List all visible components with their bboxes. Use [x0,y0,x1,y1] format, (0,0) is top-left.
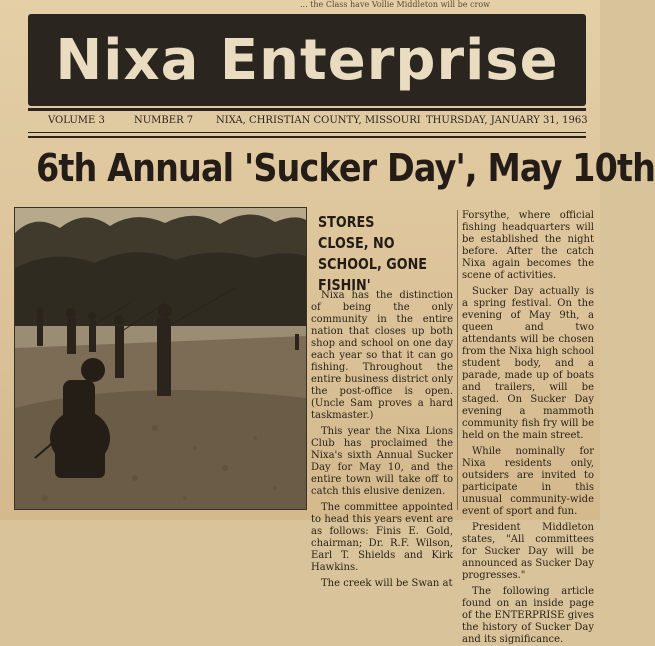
article-column-middle [311,290,453,589]
article-paragraph: The creek will be Swan at [321,578,453,589]
masthead [28,14,586,106]
article-paragraph: President Middleton states, "All committees for Sucker Day will be announced as Sucker Day progresses." [462,522,594,581]
article-paragraph: This year the Nixa Lions Club has proclaimed the Nixa's sixth Annual Sucker Day for May 10, and the entire town will take off to catch this elusive denizen. [311,426,453,497]
article-paragraph: While nominally for Nixa residents only, outsiders are invited to participate in this unusual community-wide event of sport and fun. [462,446,594,517]
rule-top [28,108,586,111]
fishing-photo-illustration [15,208,306,509]
article-column-right [462,210,594,645]
number-label: NUMBER 7 [134,115,194,126]
fishing-photo [14,207,307,510]
article-paragraph: The committee appointed to head this years event are as follows: Finis E. Gold, chairman; Dr. R.F. Wilson, Earl T. Shields and Kirk Hawkins. [311,502,453,573]
subhead: STORES CLOSE, NO SCHOOL, GONE FISHIN' [318,213,427,294]
column-divider [457,210,458,510]
article-paragraph: The following article found on an inside page of the ENTERPRISE gives the history of Sucker Day and its significance. [462,586,594,645]
article-paragraph: Forsythe, where official fishing headquarters will be established the night before. After the catch Nixa again becomes the scene of activities. [462,210,594,281]
rule-bottom [28,136,586,138]
masthead-title: Nixa Enterprise [55,27,559,93]
headline: 6th Annual 'Sucker Day', May 10th [36,146,655,190]
infobar [28,113,586,131]
location-label: NIXA, CHRISTIAN COUNTY, MISSOURI [216,115,421,126]
volume-label: VOLUME 3 [48,115,105,126]
date-label: THURSDAY, JANUARY 31, 1963 [426,115,588,126]
top-strip-text: ... the Class have Vollie Middleton will be crow [300,0,490,9]
rule-mid [28,132,586,133]
article-paragraph: Sucker Day actually is a spring festival. On the evening of May 9th, a queen and two attendants will be chosen from the Nixa high school student body, and a parade, made up of boats and trailers, will be staged. On Sucker Day evening a mammoth community fish fry will be held on the main street. [462,286,594,441]
article-paragraph: Nixa has the distinction of being the only community in the entire nation that closes up both shop and school on one day each year so that it can go fishing. Throughout the entire business district only the post-office is open. (Uncle Sam proves a hard taskmaster.) [311,290,453,421]
